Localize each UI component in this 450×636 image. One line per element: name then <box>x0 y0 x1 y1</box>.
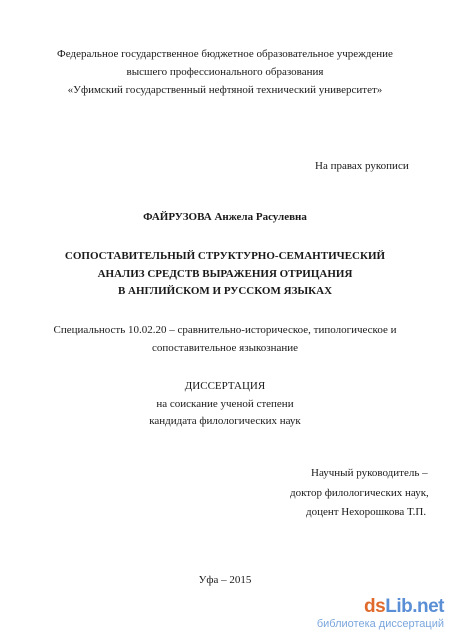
logo-part-lib: Lib.net <box>385 596 444 617</box>
dissertation-heading: ДИССЕРТАЦИЯ <box>184 380 266 392</box>
author-name: ФАЙРУЗОВА Анжела Расулевна <box>143 211 307 223</box>
title-line-2: АНАЛИЗ СРЕДСТВ ВЫРАЖЕНИЯ ОТРИЦАНИЯ <box>97 268 353 280</box>
supervisor-line-2: доктор филологических наук, <box>290 487 429 499</box>
dslib-watermark <box>316 596 444 632</box>
dslib-logo <box>364 596 444 618</box>
supervisor-line-1: Научный руководитель – <box>311 467 428 479</box>
manuscript-rights: На правах рукописи <box>315 160 409 172</box>
specialty-line-1: Специальность 10.02.20 – сравнительно-историческое, типологическое и <box>53 324 397 336</box>
institution-line-1: Федеральное государственное бюджетное образовательное учреждение <box>57 48 393 60</box>
title-line-3: В АНГЛИЙСКОМ И РУССКОМ ЯЗЫКАХ <box>117 285 333 297</box>
institution-line-3: «Уфимский государственный нефтяной технический университет» <box>67 84 383 96</box>
institution-line-2: высшего профессионального образования <box>126 66 324 78</box>
logo-part-ds: ds <box>364 596 386 617</box>
title-line-1: СОПОСТАВИТЕЛЬНЫЙ СТРУКТУРНО-СЕМАНТИЧЕСКИЙ <box>64 250 386 262</box>
supervisor-line-3: доцент Нехорошкова Т.П. <box>306 506 427 518</box>
specialty-line-2: сопоставительное языкознание <box>151 342 299 354</box>
watermark-subtitle: библиотека диссертаций <box>316 618 444 630</box>
degree-line-2: кандидата филологических наук <box>149 415 301 427</box>
city-year: Уфа – 2015 <box>198 574 252 586</box>
degree-line-1: на соискание ученой степени <box>156 398 294 410</box>
